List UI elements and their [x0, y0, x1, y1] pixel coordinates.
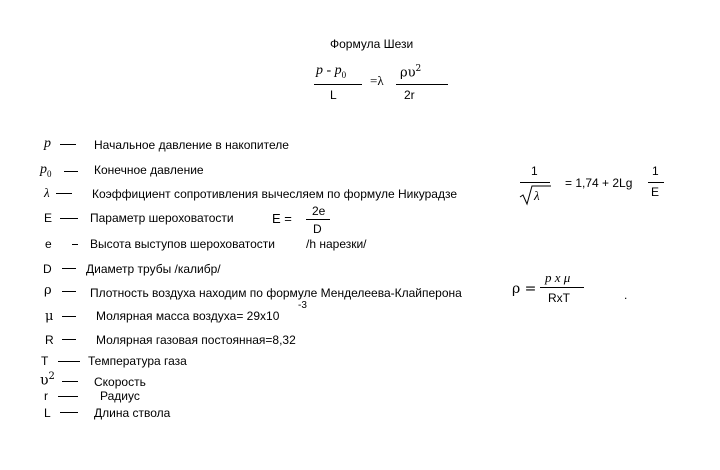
symbol-p0: $p_0$ — [40, 162, 52, 179]
density-fraction-line — [540, 287, 584, 288]
symbol-velocity: $\upsilon^2$ — [40, 371, 55, 389]
legend-text: Диаметр трубы /калибр/ — [86, 262, 221, 276]
chezy-fraction-line — [314, 84, 362, 85]
legend-dash — [62, 381, 78, 382]
nikuradze-frac-den: E — [651, 185, 660, 199]
chezy-rhs-denominator: 2r — [404, 88, 415, 102]
legend-dash — [62, 268, 76, 269]
legend-dash — [72, 244, 78, 245]
legend-text: Температура газа — [88, 354, 187, 368]
legend-text: Высота выступов шероховатости — [90, 237, 275, 251]
symbol-d: D — [43, 262, 52, 276]
roughness-fraction-line — [306, 219, 330, 220]
legend-text: Коэффициент сопротивления вычесляем по формуле Никурадзе — [92, 187, 458, 201]
chezy-equals-lambda: =λ — [370, 73, 384, 88]
nikuradze-fraction-line — [520, 182, 550, 183]
mu-exponent: -3 — [298, 300, 307, 311]
symbol-e-upper: E — [44, 211, 53, 225]
legend-text: Молярная масса воздуха= 29x10 — [96, 309, 280, 323]
legend-dash — [64, 171, 78, 172]
legend-text: Параметр шероховатости — [90, 211, 234, 225]
legend-text: Начальное давление в накопителе — [94, 138, 289, 152]
legend-dash — [58, 396, 78, 397]
nikuradze-equals: = 1,74 + 2Lg — [565, 176, 633, 190]
height-note: /h нарезки/ — [306, 237, 367, 251]
legend-text: Радиус — [100, 389, 140, 403]
symbol-p: p — [44, 136, 51, 151]
symbol-r-lower: r — [44, 389, 48, 403]
chezy-numerator: p - $p_0$ — [316, 63, 347, 80]
roughness-den: D — [313, 222, 322, 236]
legend-text: Конечное давление — [94, 163, 204, 177]
legend-dash — [56, 193, 72, 194]
density-lhs: ρ = — [512, 281, 537, 297]
legend-dash — [62, 339, 76, 340]
symbol-rho: ρ — [44, 283, 52, 298]
legend-dash — [58, 361, 80, 362]
symbol-l: L — [44, 406, 51, 420]
legend-text: Длина ствола — [94, 406, 171, 420]
symbol-mu: μ — [45, 309, 54, 324]
legend-dash — [62, 316, 76, 317]
stray-dot: . — [624, 288, 628, 302]
legend-dash — [60, 412, 78, 413]
nikuradze-root-arg: λ — [534, 188, 540, 203]
chezy-denominator: L — [330, 88, 337, 102]
symbol-r-upper: R — [45, 333, 54, 347]
legend-dash — [62, 291, 76, 292]
density-num: p x μ — [545, 270, 571, 285]
symbol-lambda: λ — [44, 185, 50, 200]
chezy-rhs-numerator: $\rho\upsilon^2$ — [400, 64, 422, 81]
legend-text: Молярная газовая постоянная=8,32 — [96, 333, 296, 347]
symbol-t: T — [41, 354, 49, 368]
roughness-lhs: E = — [272, 211, 292, 226]
roughness-num: 2e — [312, 204, 326, 218]
density-den: RxT — [548, 291, 570, 305]
symbol-e-lower: e — [45, 237, 52, 251]
legend-text: Скорость — [94, 375, 146, 389]
nikuradze-frac-line — [648, 182, 664, 183]
nikuradze-frac-num: 1 — [652, 164, 659, 178]
chezy-rhs-fraction-line — [396, 84, 448, 85]
legend-dash — [60, 144, 76, 145]
page-title: Формула Шези — [330, 37, 414, 51]
legend-text: Плотность воздуха находим по формуле Менделеева-Клайперона — [90, 286, 462, 300]
nikuradze-numerator: 1 — [531, 164, 538, 178]
legend-dash — [60, 218, 78, 219]
